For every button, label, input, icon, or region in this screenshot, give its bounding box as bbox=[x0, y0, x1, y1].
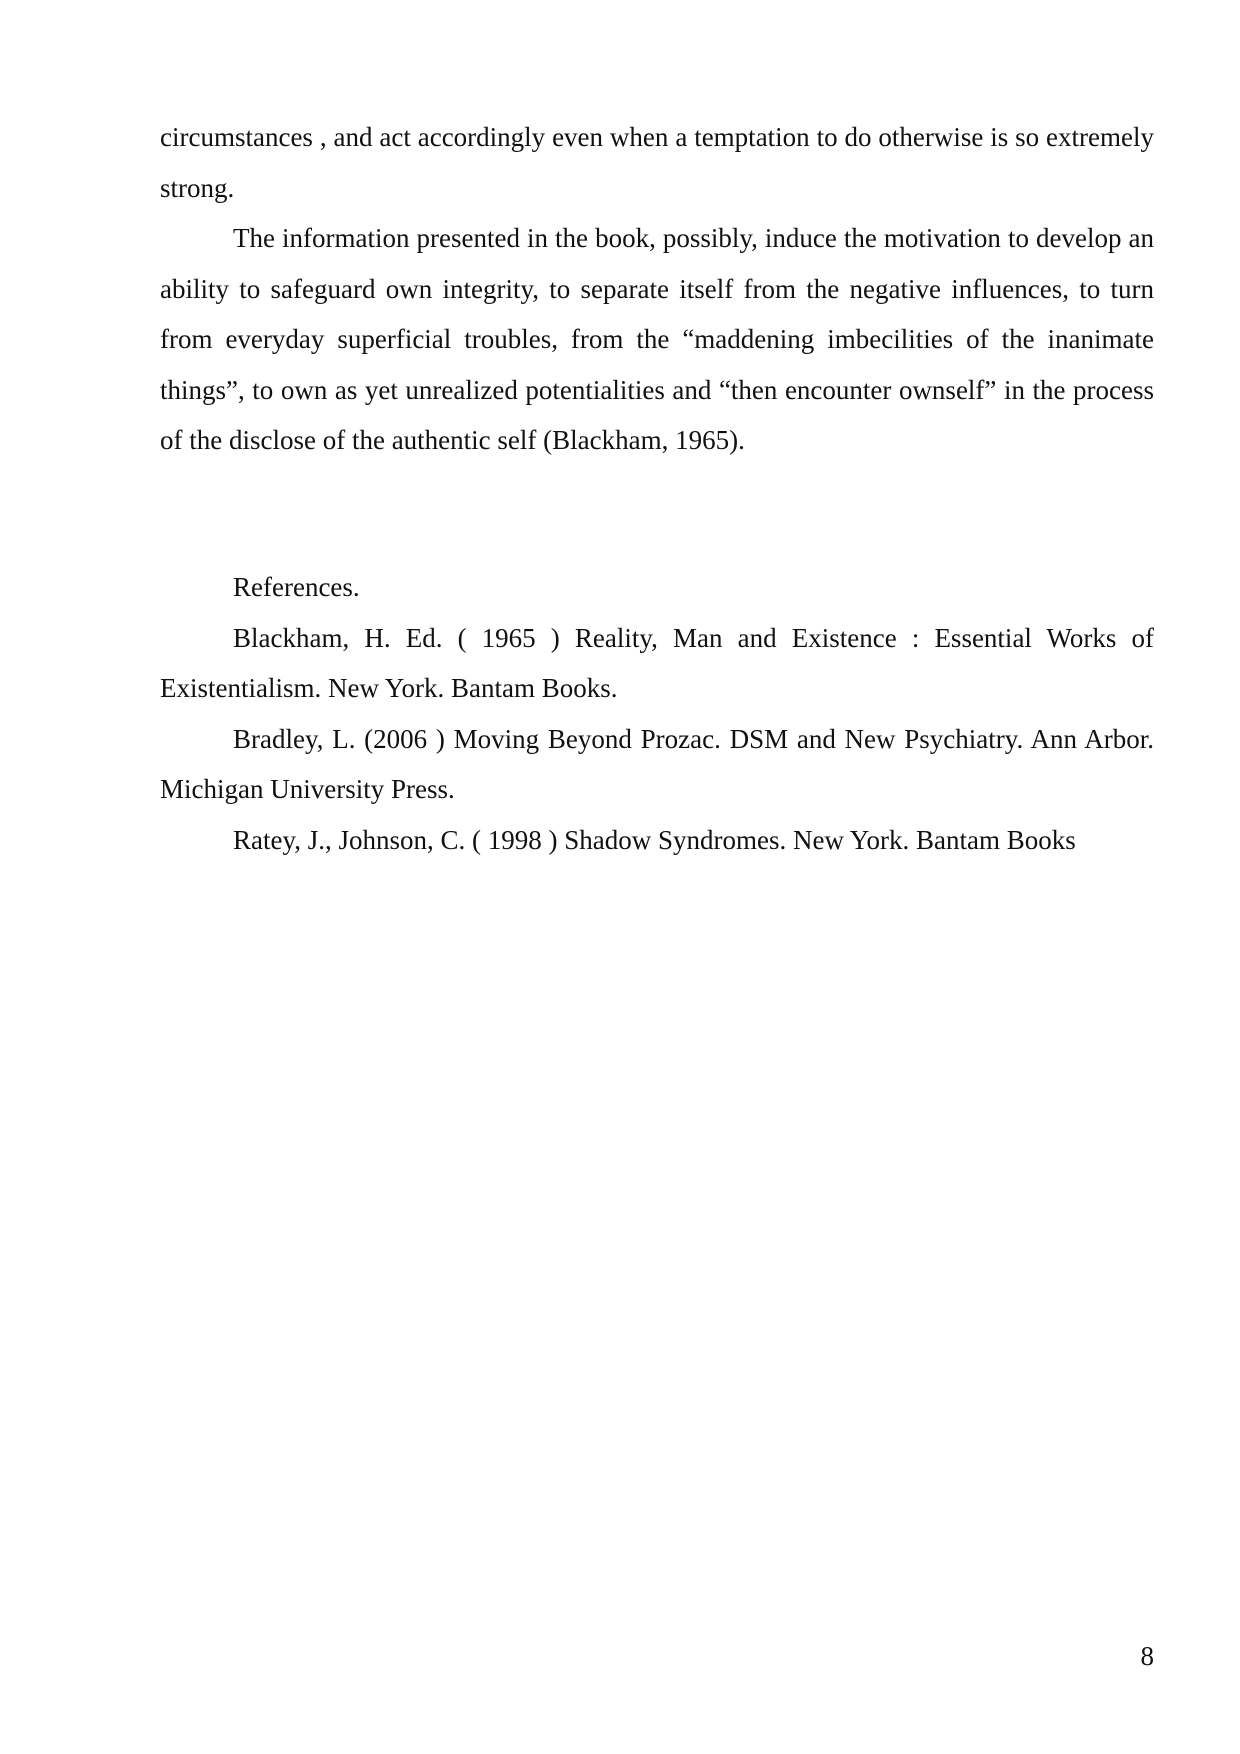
body-text bbox=[160, 112, 1154, 466]
paragraph-continuation: circumstances , and act accordingly even when a temptation to do otherwise is so extremely strong. bbox=[160, 122, 1154, 203]
paragraph-information: The information presented in the book, possibly, induce the motivation to develop an ability to safeguard own integrity, to separate itself from the negative influences, to turn from everyday superficial troubles, from the “maddening imbecilities of the inanimate things”, to own as yet unrealized potentialities and “then encounter ownself” in the process of the disclose of the authentic self (Blackham, 1965). bbox=[160, 223, 1154, 455]
reference-item-blackham: Blackham, H. Ed. ( 1965 ) Reality, Man and Existence : Essential Works of Existentialism. New York. Bantam Books. bbox=[160, 622, 1154, 703]
reference-item-ratey: Ratey, J., Johnson, C. ( 1998 ) Shadow Syndromes. New York. Bantam Books bbox=[233, 824, 1076, 855]
page-number: 8 bbox=[1140, 1641, 1154, 1671]
reference-item-bradley: Bradley, L. (2006 ) Moving Beyond Prozac. DSM and New Psychiatry. Ann Arbor. Michigan University Press. bbox=[160, 723, 1154, 804]
references-heading: References. bbox=[233, 572, 360, 602]
references-section bbox=[160, 562, 1154, 865]
